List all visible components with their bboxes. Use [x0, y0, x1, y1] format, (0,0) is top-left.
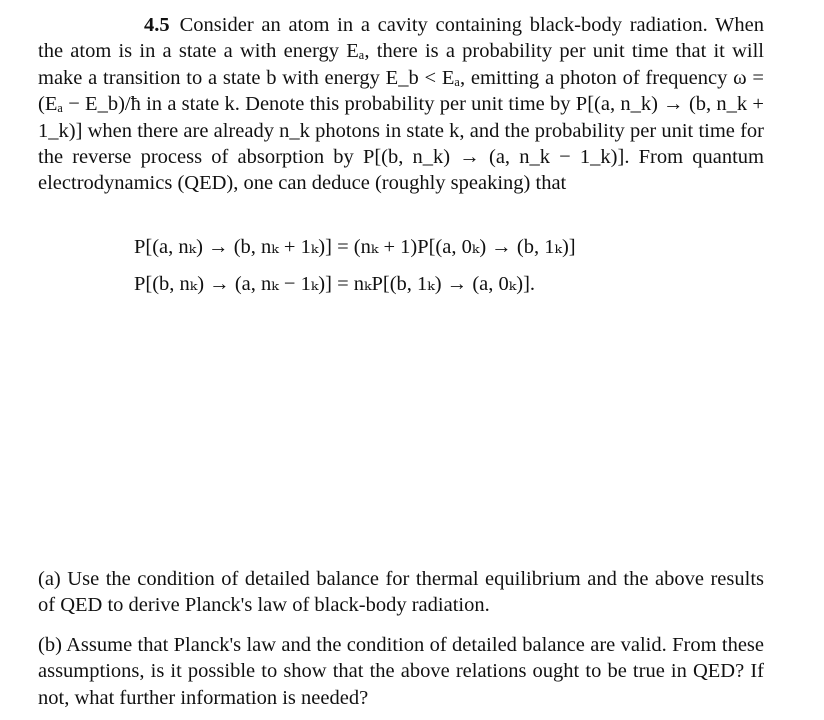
qed-emission-equation: P[(a, nₖ) → (b, nₖ + 1ₖ)] = (nₖ + 1)P[(a, 0ₖ) → (b, 1ₖ)] [134, 236, 576, 258]
part-a-question: (a) Use the condition of detailed balance for thermal equilibrium and the above results of QED to derive Planck's law of black-body radiation. [38, 568, 764, 617]
qed-absorption-equation: P[(b, nₖ) → (a, nₖ − 1ₖ)] = nₖP[(b, 1ₖ) → (a, 0ₖ)]. [134, 273, 536, 295]
problem-number: 4.5 [144, 14, 170, 36]
part-b-question: (b) Assume that Planck's law and the condition of detailed balance are valid. From these assumptions, is it possible to show that the above relations ought to be true in QED? If not, what further information is needed? [38, 634, 764, 709]
problem-intro-text: Consider an atom in a cavity containing black-body radiation. When the atom is in a state a with energy Eₐ, there is a probability per unit time that it will make a transition to a state b with energy E_b < Eₐ, emitting a photon of frequency ω = (Eₐ − E_b)/ħ in a state k. Denote this probability per unit time by P[(a, n_k) → (b, n_k + 1_k)] when there are already n_k photons in state k, and the probability per unit time for the reverse process of absorption by P[(b, n_k) → (a, n_k − 1_k)]. From quantum electrodynamics (QED), one can deduce (roughly speaking) that [38, 14, 764, 195]
problem-statement [38, 12, 764, 197]
